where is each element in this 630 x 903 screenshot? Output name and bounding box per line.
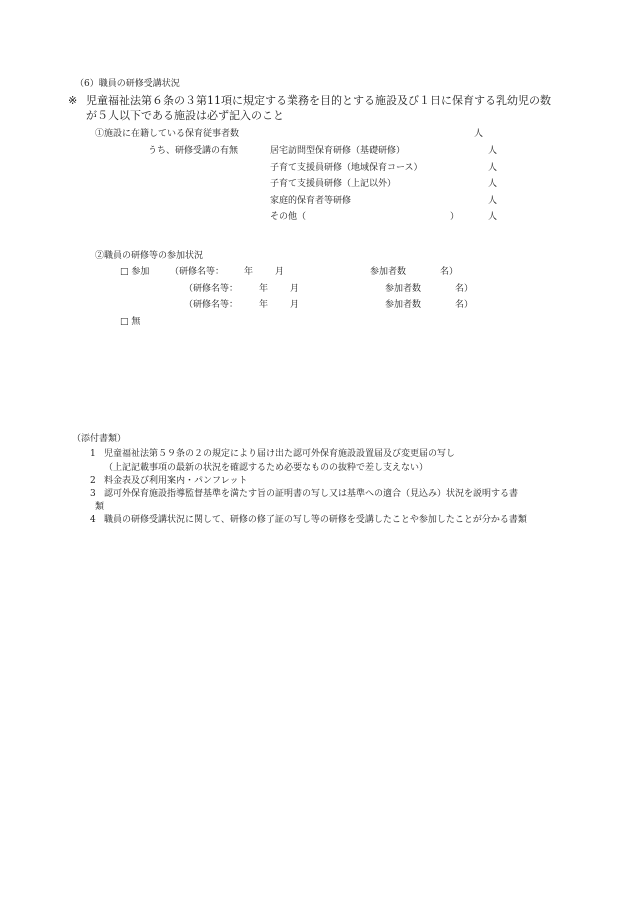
attachment-number: 4	[90, 515, 96, 525]
year-label: 年	[259, 300, 269, 310]
training-label: うち、研修受講の有無	[148, 146, 239, 156]
training-name-field: （研修名等：	[170, 267, 225, 277]
attachment-number: 2	[90, 476, 96, 486]
section-heading: （6）職員の研修受講状況	[75, 79, 180, 89]
staff-count-label: ①施設に在籍している保育従事者数	[95, 129, 240, 139]
note-line-1: 児童福祉法第６条の３第11項に規定する業務を目的とする施設及び１日に保育する乳幼児の数	[86, 94, 551, 107]
year-label: 年	[244, 267, 254, 277]
participant-unit: 名）	[455, 284, 474, 294]
training-row-label: 居宅訪問型保育研修（基礎研修）	[270, 146, 406, 156]
attachment-text: （上記記載事項の最新の状況を確認するため必要なものの抜粋で差し支えない）	[104, 463, 429, 473]
month-label: 月	[290, 284, 300, 294]
training-row-label: その他（	[270, 212, 307, 222]
option-participated[interactable]: □ 参加	[120, 267, 150, 277]
year-label: 年	[259, 284, 269, 294]
training-row-close: ）	[450, 212, 460, 222]
training-row-unit: 人	[488, 146, 498, 156]
note-mark: ※	[68, 94, 78, 107]
participant-unit: 名）	[440, 267, 459, 277]
attachment-text: 認可外保育施設指導監督基準を満たす旨の証明書の写し又は基準への適合（見込み）状況を説明する書	[104, 489, 519, 499]
training-row-unit: 人	[488, 179, 498, 189]
training-row-unit: 人	[488, 196, 498, 206]
month-label: 月	[290, 300, 300, 310]
participant-count-label: 参加者数	[370, 267, 407, 277]
attachment-text: 児童福祉法第５９条の２の規定により届け出た認可外保育施設設置届及び変更届の写し	[104, 449, 456, 459]
participant-unit: 名）	[455, 300, 474, 310]
staff-count-unit: 人	[474, 129, 484, 139]
attachment-text: 職員の研修受講状況に関して、研修の修了証の写し等の研修を受講したことや参加したことが分かる書類	[104, 515, 527, 525]
training-row-label: 子育て支援員研修（地域保育コース）	[270, 163, 423, 173]
training-row-label: 家庭的保育者等研修	[270, 196, 352, 206]
participant-count-label: 参加者数	[385, 300, 422, 310]
training-name-field: （研修名等：	[184, 300, 239, 310]
training-name-field: （研修名等：	[184, 284, 239, 294]
attachment-number: 3	[90, 489, 96, 499]
attachment-text: 類	[95, 502, 105, 512]
participation-label: ②職員の研修等の参加状況	[95, 251, 204, 261]
training-row-unit: 人	[488, 212, 498, 222]
participant-count-label: 参加者数	[385, 284, 422, 294]
attachment-text: 料金表及び利用案内・パンフレット	[104, 476, 248, 486]
training-row-unit: 人	[488, 163, 498, 173]
month-label: 月	[275, 267, 285, 277]
attachment-number: 1	[90, 449, 96, 459]
training-row-label: 子育て支援員研修（上記以外）	[270, 179, 397, 189]
note-line-2: が５人以下である施設は必ず記入のこと	[86, 109, 284, 122]
attachments-heading: （添付書類）	[72, 434, 127, 444]
option-none[interactable]: □ 無	[120, 317, 141, 327]
